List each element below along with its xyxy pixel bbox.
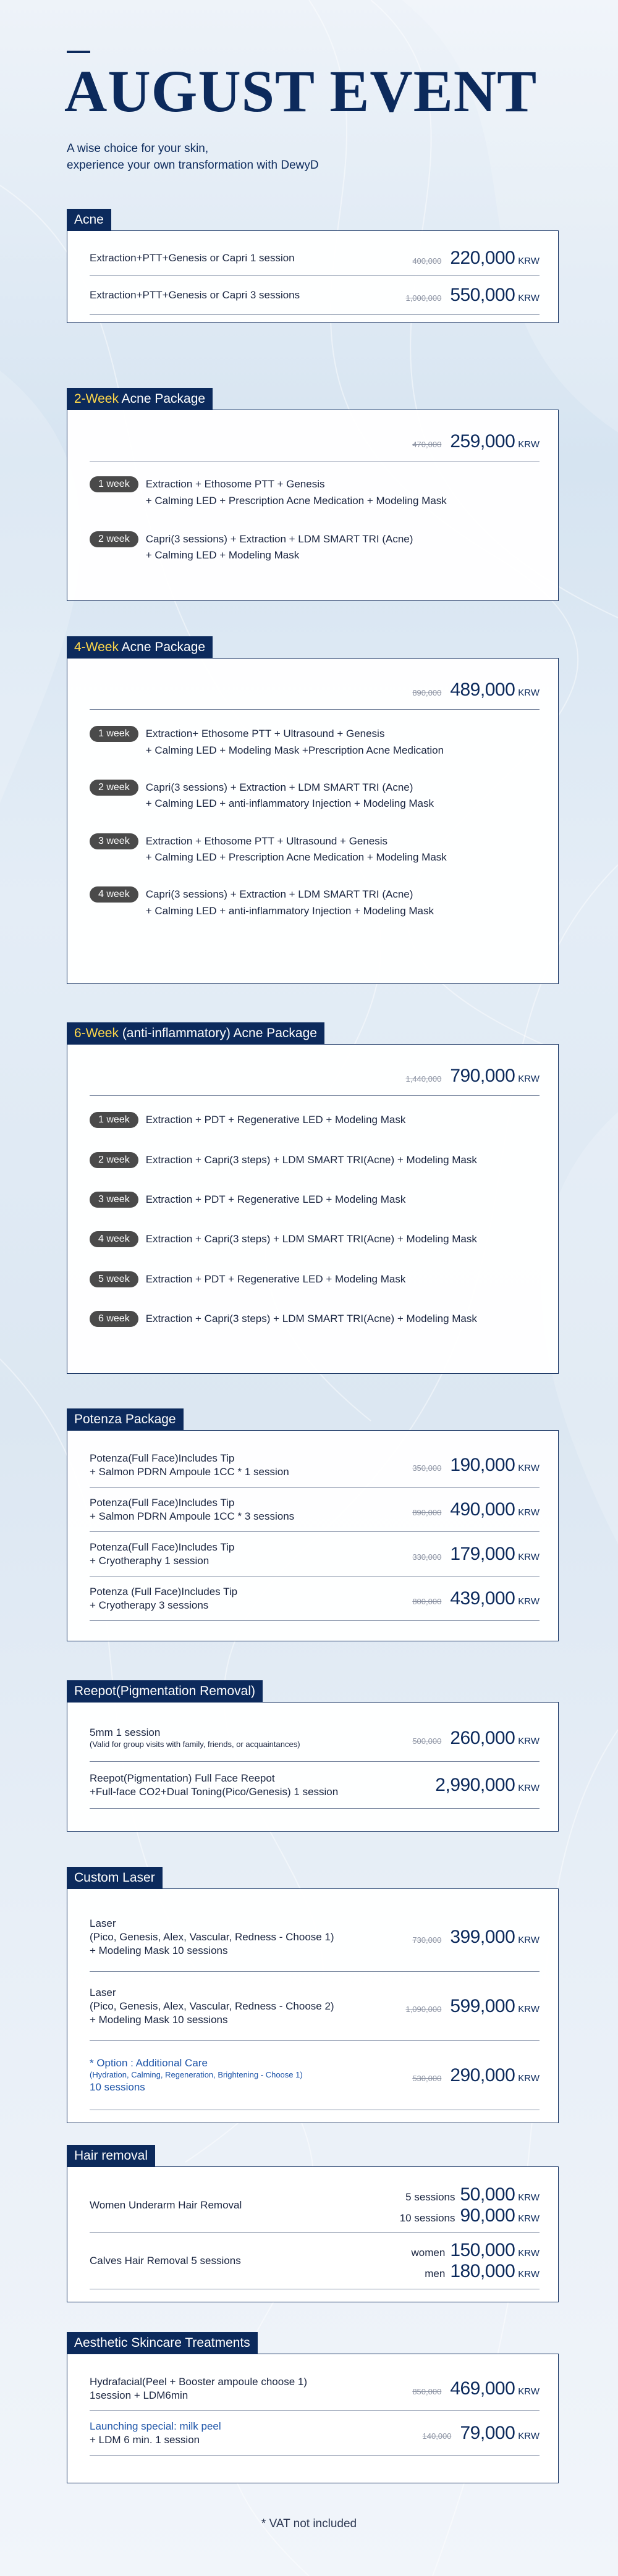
week-row — [90, 1311, 540, 1327]
section-label: Potenza Package — [67, 1408, 184, 1430]
price-group — [412, 248, 540, 269]
week-row — [90, 726, 540, 759]
price-row — [90, 1443, 540, 1488]
week-text — [146, 726, 444, 759]
price-line — [425, 2261, 540, 2282]
week-text: Extraction + PDT + Regenerative LED + Modeling Mask — [145, 1193, 406, 1205]
price-group — [412, 1455, 540, 1476]
title-accent-dash — [67, 51, 90, 53]
price-row — [90, 1488, 540, 1532]
vat-note: * VAT not included — [261, 2517, 357, 2530]
new-price: 469,000 — [450, 2378, 515, 2399]
week-badge: 2 week — [90, 1152, 138, 1168]
section-label — [67, 636, 213, 658]
week-badge: 3 week — [90, 1192, 138, 1208]
price-group — [423, 2423, 540, 2444]
week-line: + Calming LED + Modeling Mask — [145, 549, 300, 562]
section-label: Custom Laser — [67, 1867, 163, 1888]
currency: KRW — [518, 1551, 540, 1562]
price-row — [90, 241, 540, 276]
currency: KRW — [518, 1596, 540, 1607]
package-price — [90, 431, 540, 461]
old-price: 850,000 — [412, 2386, 442, 2396]
label-rest: Acne Package — [118, 640, 206, 654]
week-text — [146, 476, 447, 509]
desc-line: + Salmon PDRN Ampoule 1CC * 3 sessions — [90, 1510, 295, 1522]
price-group — [412, 1927, 540, 1948]
week-line: + Calming LED + Modeling Mask +Prescription Acne Medication — [145, 744, 444, 756]
item-desc — [90, 1585, 412, 1612]
old-price: 730,000 — [412, 1935, 442, 1945]
desc-note: (Hydration, Calming, Regeneration, Brightening - Choose 1) — [90, 2070, 303, 2080]
desc-line: Launching special: milk peel — [90, 2420, 221, 2432]
price-group — [412, 1728, 540, 1749]
item-desc: Extraction+PTT+Genesis or Capri 1 session — [90, 251, 295, 264]
desc-line: Laser — [90, 1986, 116, 1998]
currency: KRW — [518, 2213, 540, 2224]
week-row — [90, 833, 540, 866]
section-6week-package — [67, 1022, 559, 1374]
old-price: 890,000 — [412, 1507, 442, 1517]
week-row — [90, 886, 540, 919]
currency: KRW — [518, 2003, 540, 2014]
section-4week-package — [67, 636, 559, 984]
desc-line: 10 sessions — [90, 2081, 145, 2094]
desc-line: Potenza(Full Face)Includes Tip — [90, 1496, 235, 1509]
price-group — [435, 1775, 540, 1796]
desc-line: 5mm 1 session — [90, 1727, 161, 1739]
item-desc: Extraction+PTT+Genesis or Capri 3 sessions — [90, 288, 300, 301]
label-rest: (anti-inflammatory) Acne Package — [118, 1026, 317, 1040]
currency: KRW — [518, 2073, 540, 2084]
price-group — [405, 285, 540, 306]
old-price: 1,090,000 — [405, 2004, 442, 2014]
new-price: 90,000 — [460, 2205, 515, 2226]
old-price: 1,000,000 — [405, 293, 442, 303]
qty-label: 5 sessions — [405, 2191, 455, 2203]
price-row — [90, 2041, 540, 2110]
week-badge: 6 week — [90, 1311, 138, 1327]
item-desc — [90, 2375, 412, 2402]
price-group — [405, 1996, 540, 2017]
section-potenza — [67, 1408, 559, 1641]
desc-line: + Modeling Mask 10 sessions — [90, 2013, 228, 2026]
section-label: Aesthetic Skincare Treatments — [67, 2332, 258, 2354]
price-row — [90, 1576, 540, 1621]
currency: KRW — [518, 688, 540, 699]
item-desc — [90, 1541, 412, 1568]
section-aesthetic — [67, 2332, 559, 2483]
week-text: Extraction + PDT + Regenerative LED + Modeling Mask — [145, 1273, 406, 1285]
currency: KRW — [518, 2192, 540, 2203]
section-reepot — [67, 1680, 559, 1832]
week-row — [90, 1192, 540, 1208]
desc-line: * Option : Additional Care — [90, 2057, 208, 2069]
week-line: + Calming LED + anti-inflammatory Injection + Modeling Mask — [145, 904, 434, 917]
week-badge: 5 week — [90, 1271, 138, 1287]
currency: KRW — [518, 1462, 540, 1473]
week-text: Extraction + Capri(3 steps) + LDM SMART TRI(Acne) + Modeling Mask — [145, 1233, 477, 1245]
desc-line: + LDM 6 min. 1 session — [90, 2433, 200, 2446]
new-price: 290,000 — [450, 2065, 515, 2086]
item-desc — [90, 1726, 412, 1750]
price-row — [90, 2411, 540, 2456]
old-price: 500,000 — [412, 1736, 442, 1746]
week-line: Extraction+ Ethosome PTT + Ultrasound + Genesis — [145, 728, 385, 740]
qty-label: 10 sessions — [399, 2212, 455, 2224]
currency: KRW — [518, 292, 540, 303]
week-line: + Calming LED + Prescription Acne Medication + Modeling Mask — [145, 494, 447, 507]
section-label: Reepot(Pigmentation Removal) — [67, 1680, 263, 1702]
desc-line: Potenza (Full Face)Includes Tip — [90, 1585, 238, 1597]
week-text — [146, 780, 434, 812]
week-line: Capri(3 sessions) + Extraction + LDM SMART TRI (Acne) — [145, 532, 413, 545]
section-custom-laser — [67, 1867, 559, 2123]
new-price: 50,000 — [460, 2184, 515, 2205]
new-price: 399,000 — [450, 1926, 515, 1947]
new-price: 790,000 — [450, 1066, 515, 1087]
week-line: Capri(3 sessions) + Extraction + LDM SMART TRI (Acne) — [145, 781, 413, 793]
section-label — [67, 1022, 324, 1044]
section-box — [67, 230, 559, 323]
week-badge: 2 week — [90, 780, 138, 796]
price-row — [90, 2233, 540, 2289]
desc-line: Reepot(Pigmentation) Full Face Reepot — [90, 1772, 275, 1784]
item-desc — [90, 1496, 412, 1523]
week-row — [90, 1112, 540, 1128]
section-2week-package — [67, 388, 559, 601]
new-price: 489,000 — [450, 680, 515, 701]
price-line — [400, 2205, 540, 2226]
subtitle-line-2: experience your own transformation with DewyD — [67, 158, 319, 172]
package-price — [90, 680, 540, 710]
week-line: + Calming LED + anti-inflammatory Injection + Modeling Mask — [145, 798, 434, 810]
section-box — [67, 410, 559, 601]
section-box — [67, 1044, 559, 1374]
section-hair-removal — [67, 2145, 559, 2302]
desc-note: (Valid for group visits with family, friends, or acquaintances) — [90, 1740, 300, 1749]
price-group — [412, 1588, 540, 1609]
desc-line: +Full-face CO2+Dual Toning(Pico/Genesis) 1 session — [90, 1785, 339, 1798]
page-title: AUGUST EVENT — [64, 58, 538, 124]
old-price: 470,000 — [412, 440, 442, 450]
currency: KRW — [518, 2386, 540, 2397]
price-row — [90, 1715, 540, 1762]
label-highlight: 4-Week — [74, 640, 119, 654]
price-group — [400, 2184, 540, 2226]
section-label: Acne — [67, 209, 111, 230]
price-row — [90, 1762, 540, 1809]
desc-line: + Modeling Mask 10 sessions — [90, 1944, 228, 1956]
currency: KRW — [518, 439, 540, 450]
item-desc — [90, 1986, 405, 2027]
new-price: 79,000 — [460, 2422, 515, 2443]
old-price: 800,000 — [412, 1596, 442, 1606]
price-row — [90, 276, 540, 315]
week-text: Extraction + Capri(3 steps) + LDM SMART TRI(Acne) + Modeling Mask — [145, 1312, 477, 1324]
week-badge: 4 week — [90, 1231, 138, 1247]
new-price: 190,000 — [450, 1454, 515, 1475]
week-row — [90, 476, 540, 509]
week-badge: 2 week — [90, 531, 138, 547]
old-price: 530,000 — [412, 2073, 442, 2083]
price-line — [405, 2184, 540, 2205]
new-price: 490,000 — [450, 1499, 515, 1520]
currency: KRW — [518, 1735, 540, 1746]
currency: KRW — [518, 1782, 540, 1793]
new-price: 439,000 — [450, 1588, 515, 1609]
price-row — [90, 1972, 540, 2041]
week-badge: 1 week — [90, 1112, 138, 1128]
item-desc — [90, 1772, 435, 1799]
new-price: 179,000 — [450, 1543, 515, 1564]
week-line: + Calming LED + Prescription Acne Medication + Modeling Mask — [145, 851, 447, 863]
price-group — [412, 2065, 540, 2086]
new-price: 550,000 — [450, 284, 515, 305]
week-text — [146, 833, 447, 866]
section-label: Hair removal — [67, 2145, 155, 2166]
desc-line: + Cryotheraphy 1 session — [90, 1554, 210, 1567]
section-label — [67, 388, 213, 410]
old-price: 140,000 — [422, 2431, 452, 2441]
price-group — [412, 2378, 540, 2399]
item-desc — [90, 1452, 412, 1479]
currency: KRW — [518, 1507, 540, 1518]
currency: KRW — [518, 2247, 540, 2258]
old-price: 330,000 — [412, 1552, 442, 1562]
item-desc — [90, 1917, 412, 1958]
section-box — [67, 1430, 559, 1641]
section-box — [67, 2354, 559, 2483]
desc-line: 1session + LDM6min — [90, 2389, 188, 2401]
currency: KRW — [518, 1074, 540, 1085]
week-row — [90, 1271, 540, 1287]
week-row — [90, 780, 540, 812]
old-price: 350,000 — [412, 1463, 442, 1473]
item-desc: Calves Hair Removal 5 sessions — [90, 2254, 241, 2267]
currency: KRW — [518, 1934, 540, 1945]
currency: KRW — [518, 2268, 540, 2279]
new-price: 259,000 — [450, 431, 515, 452]
week-row — [90, 1231, 540, 1247]
page-subtitle — [67, 141, 319, 174]
desc-line: + Cryotherapy 3 sessions — [90, 1599, 209, 1611]
week-row — [90, 531, 540, 564]
week-line: Extraction + Ethosome PTT + Ultrasound + Genesis — [145, 835, 388, 847]
item-desc — [90, 2056, 412, 2094]
section-box — [67, 658, 559, 984]
desc-line: Laser — [90, 1917, 116, 1929]
week-text — [146, 886, 434, 919]
item-desc: Women Underarm Hair Removal — [90, 2199, 242, 2211]
new-price: 220,000 — [450, 247, 515, 268]
week-row — [90, 1152, 540, 1168]
currency: KRW — [518, 2430, 540, 2441]
label-highlight: 2-Week — [74, 392, 119, 406]
week-text: Extraction + Capri(3 steps) + LDM SMART TRI(Acne) + Modeling Mask — [145, 1153, 477, 1166]
week-line: Extraction + Ethosome PTT + Genesis — [145, 478, 325, 490]
desc-line: + Salmon PDRN Ampoule 1CC * 1 session — [90, 1465, 289, 1478]
new-price: 2,990,000 — [435, 1774, 515, 1795]
price-row — [90, 2178, 540, 2233]
label-highlight: 6-Week — [74, 1026, 119, 1040]
price-row — [90, 1903, 540, 1972]
new-price: 260,000 — [450, 1727, 515, 1748]
qty-label: men — [425, 2267, 446, 2279]
week-text — [146, 531, 413, 564]
week-badge: 4 week — [90, 886, 138, 903]
old-price: 400,000 — [412, 256, 442, 266]
desc-line: (Pico, Genesis, Alex, Vascular, Redness - Choose 1) — [90, 1930, 334, 1943]
price-row — [90, 2367, 540, 2411]
week-badge: 1 week — [90, 726, 138, 742]
subtitle-line-1: A wise choice for your skin, — [67, 142, 209, 155]
section-box — [67, 2166, 559, 2302]
package-price — [90, 1066, 540, 1096]
price-group — [412, 1544, 540, 1565]
price-line — [412, 2240, 540, 2261]
section-acne — [67, 209, 559, 323]
price-group — [412, 1499, 540, 1520]
week-badge: 3 week — [90, 833, 138, 849]
desc-line: (Pico, Genesis, Alex, Vascular, Redness - Choose 2) — [90, 2000, 334, 2012]
week-badge: 1 week — [90, 476, 138, 492]
new-price: 599,000 — [450, 1995, 515, 2016]
old-price: 890,000 — [412, 688, 442, 698]
item-desc — [90, 2420, 423, 2447]
desc-line: Hydrafacial(Peel + Booster ampoule choose 1) — [90, 2375, 307, 2388]
section-box — [67, 1702, 559, 1832]
week-text: Extraction + PDT + Regenerative LED + Modeling Mask — [145, 1114, 406, 1126]
week-line: Capri(3 sessions) + Extraction + LDM SMART TRI (Acne) — [145, 888, 413, 901]
new-price: 150,000 — [450, 2239, 515, 2260]
price-row — [90, 1532, 540, 1576]
currency: KRW — [518, 255, 540, 266]
label-rest: Acne Package — [118, 392, 206, 406]
old-price: 1,440,000 — [405, 1074, 442, 1084]
price-group — [412, 2240, 540, 2282]
desc-line: Potenza(Full Face)Includes Tip — [90, 1541, 235, 1553]
desc-line: Potenza(Full Face)Includes Tip — [90, 1452, 235, 1464]
section-box — [67, 1888, 559, 2123]
new-price: 180,000 — [450, 2260, 515, 2281]
qty-label: women — [411, 2246, 446, 2258]
